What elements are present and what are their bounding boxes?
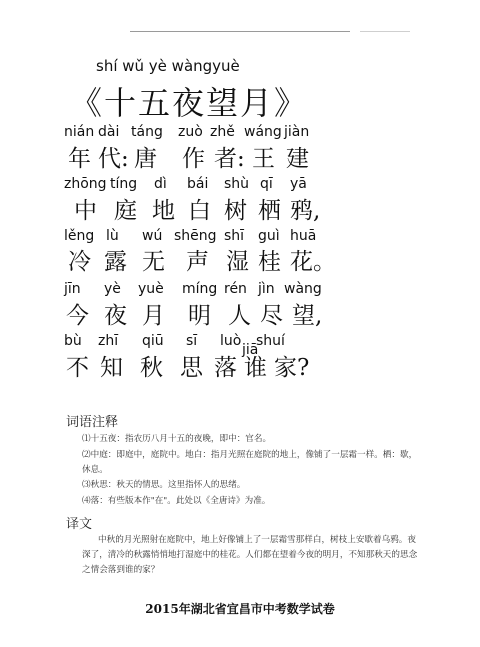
- poem-char: 家?: [274, 355, 310, 381]
- pinyin-syllable: shuí: [256, 333, 285, 349]
- pinyin-syllable: luò: [220, 333, 242, 349]
- pinyin-syllable: wú: [142, 228, 163, 244]
- poem-char: 栖: [258, 198, 281, 224]
- title-pinyin: shí wǔ yè wàngyuè: [96, 57, 240, 75]
- note-item: ⑶秋思：秋天的情思。这里指怀人的思绪。: [82, 480, 246, 490]
- poem-char: 桂: [258, 249, 281, 275]
- pinyin-syllable: shēng: [174, 228, 217, 244]
- poem-char: 月: [142, 303, 165, 329]
- poem-char: 望,: [292, 303, 323, 329]
- poem-title: 《十五夜望月》: [70, 84, 309, 122]
- pinyin-syllable: míng: [182, 281, 218, 297]
- poem-char: 鸦,: [290, 198, 321, 224]
- top-rule-faint: [360, 31, 410, 32]
- poem-char: 唐: [134, 146, 157, 172]
- poem-char: 今: [66, 303, 89, 329]
- poem-char: 不: [66, 355, 89, 381]
- pinyin-syllable: jiàn: [284, 124, 310, 140]
- pinyin-syllable: huā: [290, 228, 317, 244]
- note-item: ⑴十五夜：指农历八月十五的夜晚，即中：官名。: [82, 434, 272, 444]
- pinyin-syllable: yā: [290, 176, 307, 192]
- top-rule: [130, 31, 350, 32]
- poem-char: 庭: [114, 198, 137, 224]
- pinyin-syllable: dì: [154, 176, 167, 192]
- notes-heading: 词语注释: [66, 415, 119, 430]
- pinyin-syllable: nián: [64, 124, 95, 140]
- pinyin-syllable: bù: [64, 333, 82, 349]
- pinyin-syllable: zhōng: [64, 176, 107, 192]
- poem-char: 人: [228, 303, 251, 329]
- pinyin-syllable: shù: [224, 176, 250, 192]
- poem-char: 谁: [244, 355, 267, 381]
- pinyin-syllable: qī: [260, 176, 273, 192]
- poem-char: 尽: [260, 303, 283, 329]
- poem-char: 秋: [140, 355, 163, 381]
- footer-title: 2015年湖北省宜昌市中考数学试卷: [145, 602, 335, 616]
- pinyin-syllable: jìn: [258, 281, 275, 297]
- poem-char: 中: [74, 198, 97, 224]
- pinyin-syllable: zuò: [178, 124, 203, 140]
- pinyin-syllable: guì: [258, 228, 280, 244]
- poem-char: 树: [224, 198, 247, 224]
- poem-char: 代:: [98, 146, 129, 172]
- poem-char: 冷: [68, 249, 91, 275]
- pinyin-syllable: yuè: [138, 281, 164, 297]
- pinyin-syllable: zhī: [98, 333, 119, 349]
- pinyin-syllable: qiū: [142, 333, 164, 349]
- poem-char: 湿: [226, 249, 249, 275]
- poem-char: 建: [286, 146, 309, 172]
- pinyin-syllable: zhě: [210, 124, 235, 140]
- note-item: ⑷落：有些版本作"在"。此处以《全唐诗》为准。: [82, 496, 271, 506]
- poem-char: 无: [142, 249, 165, 275]
- poem-char: 花。: [290, 249, 336, 275]
- pinyin-syllable: lěng: [64, 228, 95, 244]
- pinyin-syllable: wáng: [244, 124, 282, 140]
- poem-char: 声: [186, 249, 209, 275]
- pinyin-syllable: shī: [224, 228, 245, 244]
- pinyin-syllable: jīn: [64, 281, 81, 297]
- note-item: ⑵中庭：即庭中，庭院中。地白：指月光照在庭院的地上，像铺了一层霜一样。栖：歇，休息。: [82, 450, 418, 475]
- pinyin-syllable: táng: [131, 124, 163, 140]
- poem-char: 思: [180, 355, 203, 381]
- poem-char: 王: [252, 146, 275, 172]
- pinyin-syllable: rén: [224, 281, 247, 297]
- pinyin-syllable: jiā: [242, 342, 259, 358]
- poem-char: 知: [100, 355, 123, 381]
- pinyin-syllable: tíng: [110, 176, 138, 192]
- poem-char: 落: [214, 355, 237, 381]
- poem-char: 白: [188, 198, 211, 224]
- pinyin-syllable: yè: [104, 281, 121, 297]
- pinyin-syllable: lù: [106, 228, 119, 244]
- translation-heading: 译文: [66, 517, 93, 532]
- poem-char: 地: [152, 198, 175, 224]
- pinyin-syllable: bái: [187, 176, 209, 192]
- poem-char: 年: [68, 146, 91, 172]
- pinyin-syllable: wàng: [284, 281, 322, 297]
- poem-char: 夜: [104, 303, 127, 329]
- pinyin-syllable: dài: [98, 124, 120, 140]
- poem-char: 明: [188, 303, 211, 329]
- poem-char: 作: [182, 146, 205, 172]
- pinyin-syllable: sī: [186, 333, 198, 349]
- poem-char: 者:: [214, 146, 245, 172]
- poem-char: 露: [104, 249, 127, 275]
- translation-text: 中秋的月光照射在庭院中，地上好像铺上了一层霜雪那样白，树枝上安歇着乌鸦。夜深了，清冷的秋露悄悄地打湿庭中的桂花。人们都在望着今夜的明月，不知那秋天的思念之情会落到谁的家？: [82, 535, 418, 575]
